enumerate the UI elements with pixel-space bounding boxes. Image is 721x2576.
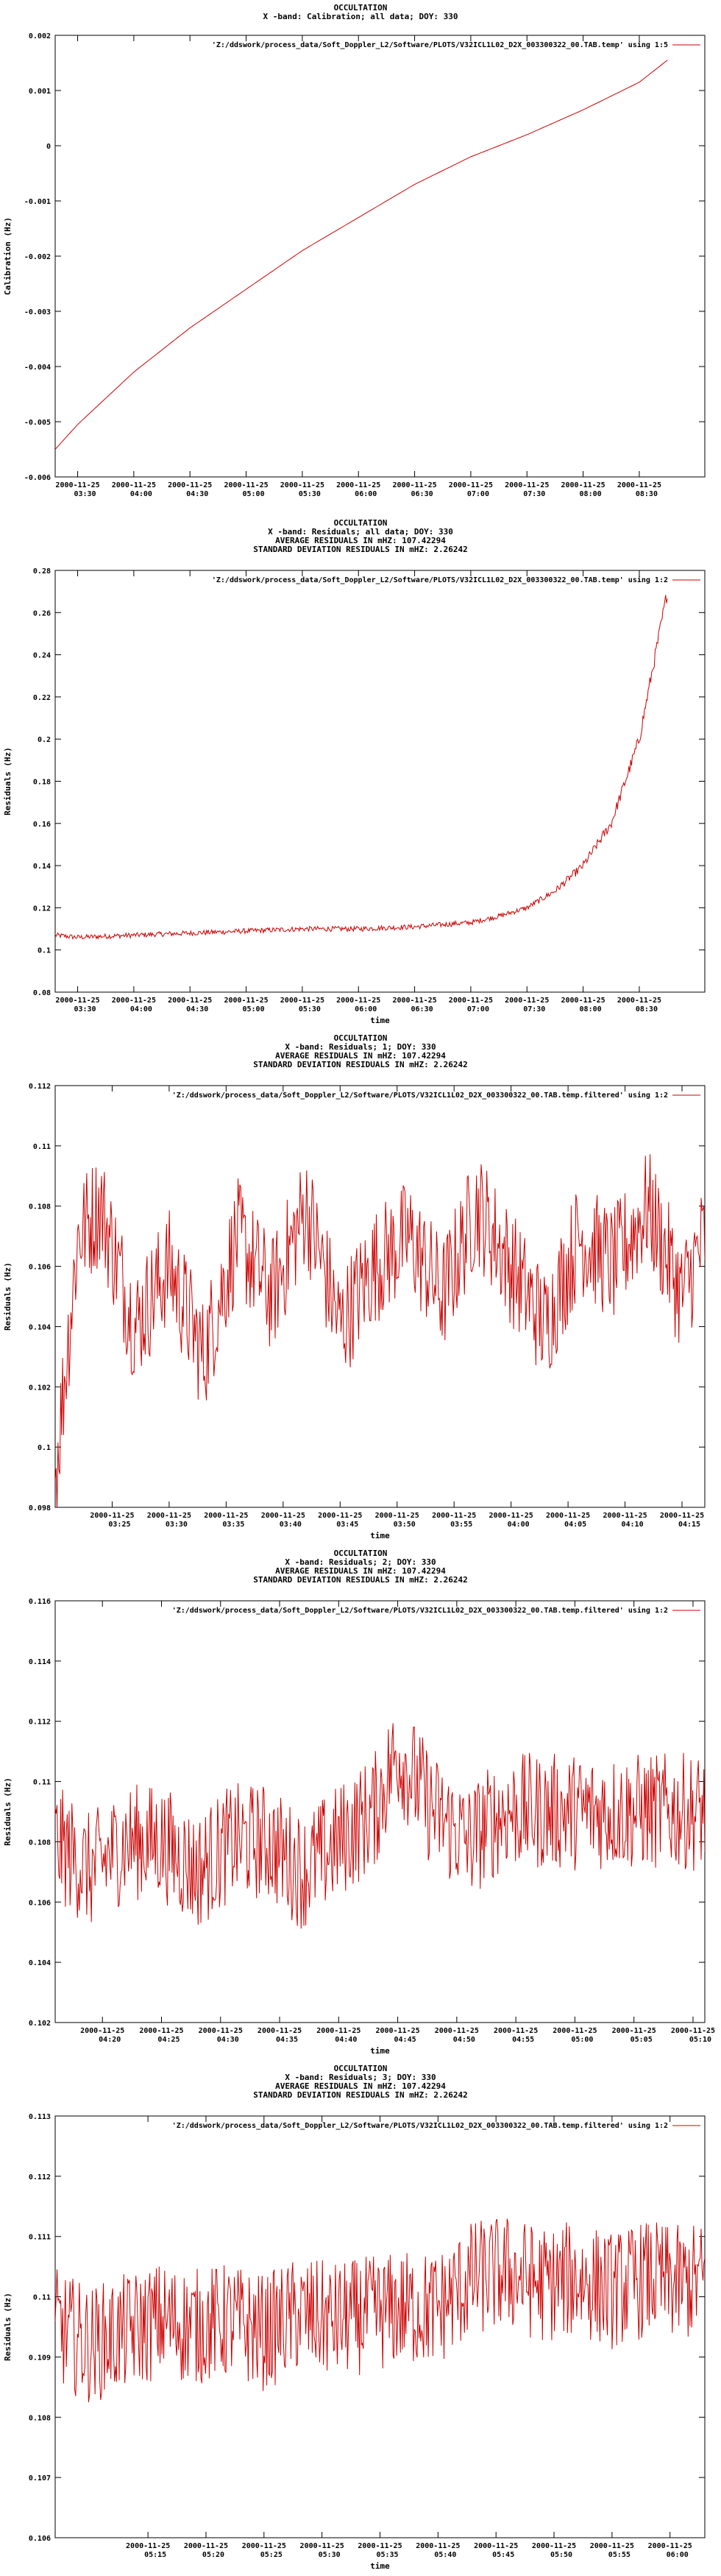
x-tick-time: 06:00 (666, 2551, 689, 2559)
chart-title-line: OCCULTATION (333, 518, 388, 528)
y-tick-label: 0.11 (32, 1142, 51, 1151)
x-tick-date: 2000-11-25 (448, 997, 494, 1005)
y-tick-label: 0.102 (28, 2020, 51, 2028)
x-tick-time: 05:30 (298, 490, 321, 498)
plot-frame (55, 35, 705, 477)
y-tick-label: 0.26 (32, 609, 51, 618)
chart-title-line: AVERAGE RESIDUALS IN mHZ: 107.42294 (275, 1051, 446, 1061)
x-tick-time: 04:00 (129, 1005, 152, 1013)
x-tick-time: 03:30 (74, 490, 96, 498)
y-tick-label: 0.106 (28, 1263, 51, 1272)
x-tick-date: 2000-11-25 (617, 997, 662, 1005)
x-tick-time: 08:00 (579, 1005, 602, 1013)
series-line (55, 595, 667, 939)
series-line (55, 2219, 705, 2402)
x-tick-date: 2000-11-25 (670, 2027, 716, 2035)
chart-title-line: OCCULTATION (333, 3, 388, 13)
x-tick-time: 04:45 (394, 2036, 416, 2044)
series-line (55, 1154, 705, 1512)
chart-title-line: STANDARD DEVIATION RESIDUALS IN mHZ: 2.26242 (253, 1060, 468, 1069)
y-tick-label: 0.001 (28, 88, 51, 96)
chart-title-line: STANDARD DEVIATION RESIDUALS IN mHZ: 2.26242 (253, 545, 468, 554)
chart-2 (0, 515, 721, 1030)
x-tick-date: 2000-11-25 (55, 481, 100, 489)
x-tick-date: 2000-11-25 (474, 2542, 519, 2550)
legend-entry: 'Z:/ddswork/process_data/Soft_Doppler_L2/Software/PLOTS/V32ICL1L02_D2X_003300322_00.TAB.temp' using 1:5 (211, 41, 668, 49)
x-tick-time: 05:30 (318, 2551, 341, 2559)
x-tick-date: 2000-11-25 (80, 2027, 125, 2035)
x-tick-time: 07:30 (523, 1005, 546, 1013)
y-tick-label: 0.112 (28, 1718, 51, 1727)
y-tick-label: 0.106 (28, 2535, 51, 2543)
y-axis-label: Residuals (Hz) (3, 1262, 13, 1331)
x-tick-date: 2000-11-25 (448, 481, 494, 489)
x-tick-time: 04:20 (99, 2036, 121, 2044)
x-tick-date: 2000-11-25 (224, 481, 269, 489)
y-tick-label: 0.112 (28, 2173, 51, 2182)
x-tick-time: 05:00 (242, 490, 265, 498)
x-tick-date: 2000-11-25 (545, 1512, 591, 1520)
x-tick-date: 2000-11-25 (280, 481, 325, 489)
y-tick-label: 0.106 (28, 1899, 51, 1908)
x-tick-time: 08:30 (635, 1005, 658, 1013)
y-tick-label: 0.11 (32, 2293, 51, 2302)
x-tick-date: 2000-11-25 (561, 481, 605, 489)
y-tick-label: 0.16 (32, 820, 51, 829)
x-tick-time: 05:55 (608, 2551, 631, 2559)
x-tick-time: 04:35 (275, 2036, 299, 2044)
x-tick-time: 03:25 (108, 1521, 131, 1529)
x-tick-time: 06:00 (355, 1005, 377, 1013)
x-tick-time: 05:00 (242, 1005, 265, 1013)
chart-title-line: X -band: Residuals; all data; DOY: 330 (268, 527, 453, 537)
x-tick-date: 2000-11-25 (139, 2027, 184, 2035)
x-tick-time: 05:25 (260, 2551, 283, 2559)
series-line (55, 60, 667, 450)
chart-title-line: OCCULTATION (333, 1033, 388, 1043)
x-tick-date: 2000-11-25 (659, 1512, 705, 1520)
x-tick-time: 03:45 (336, 1521, 359, 1529)
x-tick-date: 2000-11-25 (146, 1512, 192, 1520)
x-tick-time: 07:00 (466, 490, 489, 498)
x-tick-time: 05:40 (434, 2551, 457, 2559)
y-tick-label: 0.18 (32, 778, 51, 787)
x-tick-date: 2000-11-25 (589, 2542, 634, 2550)
y-tick-label: 0.08 (32, 989, 51, 997)
x-tick-date: 2000-11-25 (280, 997, 325, 1005)
x-tick-date: 2000-11-25 (358, 2542, 402, 2550)
chart-title-line: OCCULTATION (333, 1549, 388, 1558)
x-tick-time: 04:40 (335, 2036, 358, 2044)
x-axis-label: time (370, 1531, 390, 1540)
y-tick-label: 0.111 (28, 2233, 51, 2242)
chart-title-line: OCCULTATION (333, 2064, 388, 2073)
x-tick-time: 03:55 (450, 1521, 473, 1529)
y-tick-label: 0.108 (28, 1839, 51, 1847)
y-tick-label: 0.2 (37, 736, 51, 745)
y-tick-label: 0.1 (37, 946, 51, 955)
x-tick-time: 05:05 (630, 2036, 653, 2044)
y-tick-label: 0.102 (28, 1384, 51, 1393)
chart-title-line: STANDARD DEVIATION RESIDUALS IN mHZ: 2.26242 (253, 2090, 468, 2100)
x-tick-date: 2000-11-25 (603, 1512, 647, 1520)
x-tick-date: 2000-11-25 (90, 1512, 135, 1520)
y-tick-label: -0.005 (24, 419, 51, 427)
x-tick-date: 2000-11-25 (55, 997, 100, 1005)
legend-entry: 'Z:/ddswork/process_data/Soft_Doppler_L2/Software/PLOTS/V32ICL1L02_D2X_003300322_00.TAB.temp.filtered' using 1:2 (171, 1607, 668, 1615)
x-tick-time: 04:30 (216, 2036, 239, 2044)
y-tick-label: 0.112 (28, 1083, 51, 1091)
chart-title-line: X -band: Residuals; 1; DOY: 330 (285, 1042, 436, 1052)
x-tick-date: 2000-11-25 (392, 481, 437, 489)
x-tick-date: 2000-11-25 (168, 481, 213, 489)
y-tick-label: 0 (46, 143, 51, 151)
chart-title-line: AVERAGE RESIDUALS IN mHZ: 107.42294 (275, 2081, 446, 2091)
x-tick-date: 2000-11-25 (505, 481, 550, 489)
x-tick-date: 2000-11-25 (224, 997, 269, 1005)
chart-5 (0, 2061, 721, 2576)
x-tick-date: 2000-11-25 (318, 1512, 363, 1520)
x-tick-date: 2000-11-25 (111, 481, 156, 489)
x-tick-date: 2000-11-25 (617, 481, 662, 489)
x-tick-date: 2000-11-25 (432, 1512, 477, 1520)
y-tick-label: -0.002 (24, 253, 51, 261)
y-tick-label: 0.22 (32, 693, 51, 702)
x-tick-date: 2000-11-25 (374, 1512, 419, 1520)
x-tick-time: 04:55 (512, 2036, 535, 2044)
x-tick-time: 05:20 (202, 2551, 225, 2559)
x-tick-time: 03:50 (393, 1521, 416, 1529)
x-tick-time: 03:30 (165, 1521, 188, 1529)
x-tick-date: 2000-11-25 (647, 2542, 692, 2550)
y-tick-label: 0.113 (28, 2113, 51, 2121)
x-tick-date: 2000-11-25 (416, 2542, 461, 2550)
x-tick-time: 03:35 (222, 1521, 245, 1529)
x-tick-time: 04:10 (621, 1521, 644, 1529)
chart-3 (0, 1030, 721, 1546)
y-tick-label: 0.12 (32, 905, 51, 913)
x-tick-time: 05:45 (492, 2551, 515, 2559)
y-axis-label: Calibration (Hz) (3, 217, 13, 295)
x-tick-date: 2000-11-25 (611, 2027, 656, 2035)
x-tick-date: 2000-11-25 (561, 997, 605, 1005)
y-tick-label: 0.107 (28, 2474, 51, 2483)
x-tick-date: 2000-11-25 (336, 481, 381, 489)
y-tick-label: 0.098 (28, 1504, 51, 1512)
x-axis-label: time (370, 2046, 390, 2056)
x-tick-time: 04:30 (186, 490, 209, 498)
x-axis-label: time (370, 1016, 390, 1025)
y-tick-label: -0.006 (24, 474, 51, 482)
x-tick-date: 2000-11-25 (505, 997, 550, 1005)
x-tick-date: 2000-11-25 (375, 2027, 420, 2035)
x-tick-date: 2000-11-25 (434, 2027, 479, 2035)
legend-entry: 'Z:/ddswork/process_data/Soft_Doppler_L2/Software/PLOTS/V32ICL1L02_D2X_003300322_00.TAB.temp' using 1:2 (211, 576, 668, 584)
chart-title-line: STANDARD DEVIATION RESIDUALS IN mHZ: 2.26242 (253, 1575, 468, 1585)
x-tick-time: 05:00 (571, 2036, 594, 2044)
x-tick-time: 08:30 (635, 490, 658, 498)
x-tick-time: 08:00 (579, 490, 602, 498)
x-tick-time: 04:30 (186, 1005, 209, 1013)
x-tick-time: 06:30 (411, 490, 433, 498)
y-tick-label: 0.1 (37, 1444, 51, 1453)
legend-entry: 'Z:/ddswork/process_data/Soft_Doppler_L2/Software/PLOTS/V32ICL1L02_D2X_003300322_00.TAB.temp.filtered' using 1:2 (171, 2122, 668, 2130)
x-tick-date: 2000-11-25 (257, 2027, 302, 2035)
x-axis-label: time (370, 2561, 390, 2571)
y-tick-label: -0.003 (24, 308, 51, 316)
y-tick-label: 0.108 (28, 2414, 51, 2423)
y-tick-label: -0.001 (24, 198, 51, 206)
x-tick-time: 06:00 (355, 490, 377, 498)
x-tick-date: 2000-11-25 (494, 2027, 539, 2035)
x-tick-time: 04:15 (678, 1521, 701, 1529)
y-axis-label: Residuals (Hz) (3, 747, 13, 815)
x-tick-date: 2000-11-25 (336, 997, 381, 1005)
x-tick-date: 2000-11-25 (299, 2542, 344, 2550)
y-axis-label: Residuals (Hz) (3, 2293, 13, 2361)
x-tick-time: 06:30 (411, 1005, 433, 1013)
x-tick-time: 07:00 (466, 1005, 489, 1013)
y-tick-label: -0.004 (24, 364, 51, 372)
x-tick-time: 05:10 (689, 2036, 712, 2044)
x-tick-time: 05:30 (298, 1005, 321, 1013)
x-tick-time: 04:00 (129, 490, 152, 498)
chart-title-line: AVERAGE RESIDUALS IN mHZ: 107.42294 (275, 536, 446, 545)
x-tick-time: 04:50 (452, 2036, 475, 2044)
y-tick-label: 0.104 (28, 1323, 51, 1332)
chart-4 (0, 1546, 721, 2061)
x-tick-date: 2000-11-25 (111, 997, 156, 1005)
y-tick-label: 0.109 (28, 2354, 51, 2363)
x-tick-date: 2000-11-25 (392, 997, 437, 1005)
y-tick-label: 0.24 (32, 651, 51, 660)
chart-title-line: X -band: Residuals; 3; DOY: 330 (285, 2073, 436, 2082)
x-tick-time: 05:50 (550, 2551, 573, 2559)
x-tick-date: 2000-11-25 (168, 997, 213, 1005)
x-tick-date: 2000-11-25 (260, 1512, 305, 1520)
chart-title-line: X -band: Residuals; 2; DOY: 330 (285, 1557, 436, 1567)
y-tick-label: 0.108 (28, 1203, 51, 1211)
legend-entry: 'Z:/ddswork/process_data/Soft_Doppler_L2/Software/PLOTS/V32ICL1L02_D2X_003300322_00.TAB.temp.filtered' using 1:2 (171, 1091, 668, 1100)
y-tick-label: 0.11 (32, 1778, 51, 1787)
chart-title-line: AVERAGE RESIDUALS IN mHZ: 107.42294 (275, 1566, 446, 1576)
x-tick-date: 2000-11-25 (553, 2027, 597, 2035)
x-tick-time: 05:15 (144, 2551, 167, 2559)
y-tick-label: 0.114 (28, 1657, 51, 1666)
x-tick-time: 05:35 (376, 2551, 399, 2559)
x-tick-date: 2000-11-25 (316, 2027, 361, 2035)
x-tick-date: 2000-11-25 (204, 1512, 249, 1520)
chart-1 (0, 0, 721, 515)
x-tick-time: 03:40 (279, 1521, 302, 1529)
series-line (55, 1723, 705, 1928)
chart-title-line: X -band: Calibration; all data; DOY: 330 (263, 12, 458, 21)
x-tick-date: 2000-11-25 (126, 2542, 171, 2550)
x-tick-date: 2000-11-25 (198, 2027, 243, 2035)
x-tick-date: 2000-11-25 (241, 2542, 286, 2550)
x-tick-date: 2000-11-25 (531, 2542, 577, 2550)
x-tick-time: 04:25 (157, 2036, 180, 2044)
y-axis-label: Residuals (Hz) (3, 1777, 13, 1846)
x-tick-date: 2000-11-25 (489, 1512, 533, 1520)
y-tick-label: 0.002 (28, 32, 51, 40)
x-tick-time: 04:05 (564, 1521, 587, 1529)
x-tick-date: 2000-11-25 (183, 2542, 229, 2550)
x-tick-time: 04:00 (507, 1521, 530, 1529)
y-tick-label: 0.116 (28, 1598, 51, 1606)
x-tick-time: 03:30 (74, 1005, 96, 1013)
y-tick-label: 0.104 (28, 1959, 51, 1968)
x-tick-time: 07:30 (523, 490, 546, 498)
y-tick-label: 0.28 (32, 567, 51, 576)
y-tick-label: 0.14 (32, 863, 51, 871)
